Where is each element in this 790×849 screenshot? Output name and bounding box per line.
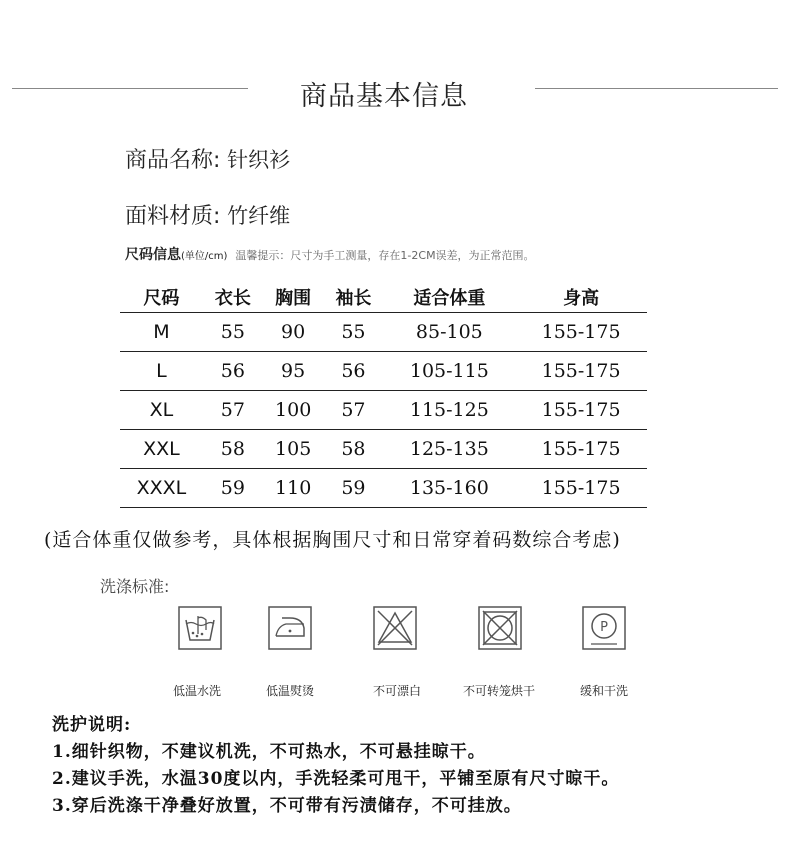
- cell-chest: 95: [281, 360, 306, 382]
- cell-chest: 90: [281, 321, 306, 343]
- cell-weight: 135-160: [409, 477, 489, 499]
- material-value: 竹纤维: [227, 204, 291, 228]
- cell-length: 58: [220, 438, 245, 460]
- material-row: [125, 199, 290, 230]
- size-info-tip: 温馨提示：尺寸为手工测量，存在1-2CM误差，为正常范围。: [235, 249, 535, 262]
- cell-sleeve: 56: [341, 360, 366, 382]
- care-item-1: 1.细针织物，不建议机洗，不可热水，不可悬挂晾干。: [52, 742, 486, 762]
- wash-label-2: 低温熨烫: [265, 684, 314, 698]
- cell-length: 56: [220, 360, 245, 382]
- table-row: [120, 430, 647, 469]
- cell-weight: 115-125: [409, 399, 489, 421]
- size-info-title: 尺码信息: [125, 247, 181, 263]
- cell-length: 57: [220, 399, 245, 421]
- header-weight: 适合体重: [413, 288, 486, 309]
- cell-chest: 105: [275, 438, 312, 460]
- cell-weight: 105-115: [409, 360, 489, 382]
- material-label: 面料材质:: [125, 204, 221, 229]
- table-row: [120, 469, 647, 508]
- cell-size: M: [153, 321, 170, 343]
- page-title: 商品基本信息: [300, 81, 468, 112]
- cell-chest: 100: [275, 399, 312, 421]
- cell-height: 155-175: [541, 438, 621, 460]
- wash-label-3: 不可漂白: [372, 684, 421, 698]
- table-row: [120, 352, 647, 391]
- table-row: [120, 313, 647, 352]
- weight-note: (适合体重仅做参考，具体根据胸围尺寸和日常穿着码数综合考虑): [44, 529, 621, 551]
- header-size: 尺码: [143, 288, 180, 309]
- cell-height: 155-175: [541, 321, 621, 343]
- no-tumble-dry-icon: [478, 606, 522, 650]
- cell-sleeve: 55: [341, 321, 366, 343]
- wash-label-1: 低温水洗: [172, 684, 221, 698]
- header-length: 衣长: [214, 288, 251, 309]
- header-height: 身高: [563, 288, 600, 309]
- no-bleach-icon: [373, 606, 417, 650]
- size-info-unit: (单位/cm): [181, 251, 228, 262]
- header-divider-right: [535, 88, 778, 89]
- gentle-dry-clean-icon: [582, 606, 626, 650]
- low-temp-hand-wash-icon: [178, 606, 222, 650]
- care-item-3: 3.穿后洗涤干净叠好放置，不可带有污渍储存，不可挂放。: [52, 796, 522, 816]
- cell-size: L: [156, 360, 167, 382]
- cell-height: 155-175: [541, 399, 621, 421]
- product-name-label: 商品名称:: [125, 148, 221, 173]
- care-item-2: 2.建议手洗，水温30度以内，手洗轻柔可甩干，平铺至原有尺寸晾干。: [52, 769, 620, 789]
- size-table-header-row: [120, 282, 647, 313]
- cell-sleeve: 58: [341, 438, 366, 460]
- header-divider-left: [12, 88, 248, 89]
- cell-height: 155-175: [541, 477, 621, 499]
- low-temp-iron-icon: [268, 606, 312, 650]
- cell-weight: 125-135: [409, 438, 489, 460]
- wash-label-5: 缓和干洗: [579, 684, 628, 698]
- header-sleeve: 袖长: [335, 288, 372, 309]
- cell-weight: 85-105: [415, 321, 483, 343]
- product-name-row: [125, 143, 290, 174]
- size-table: [120, 282, 647, 508]
- product-name-value: 针织衫: [227, 148, 291, 172]
- care-title: 洗护说明:: [52, 715, 132, 735]
- wash-standard-title: 洗涤标准:: [100, 577, 170, 596]
- table-row: [120, 391, 647, 430]
- cell-length: 55: [220, 321, 245, 343]
- size-info-header: [125, 244, 535, 264]
- cell-height: 155-175: [541, 360, 621, 382]
- header-chest: 胸围: [275, 288, 312, 309]
- cell-sleeve: 57: [341, 399, 366, 421]
- cell-size: XXL: [143, 438, 180, 460]
- cell-size: XXXL: [136, 477, 187, 499]
- cell-chest: 110: [275, 477, 312, 499]
- cell-size: XL: [149, 399, 174, 421]
- cell-sleeve: 59: [341, 477, 366, 499]
- svg-text:P: P: [600, 620, 608, 635]
- wash-label-4: 不可转笼烘干: [462, 684, 535, 698]
- cell-length: 59: [220, 477, 245, 499]
